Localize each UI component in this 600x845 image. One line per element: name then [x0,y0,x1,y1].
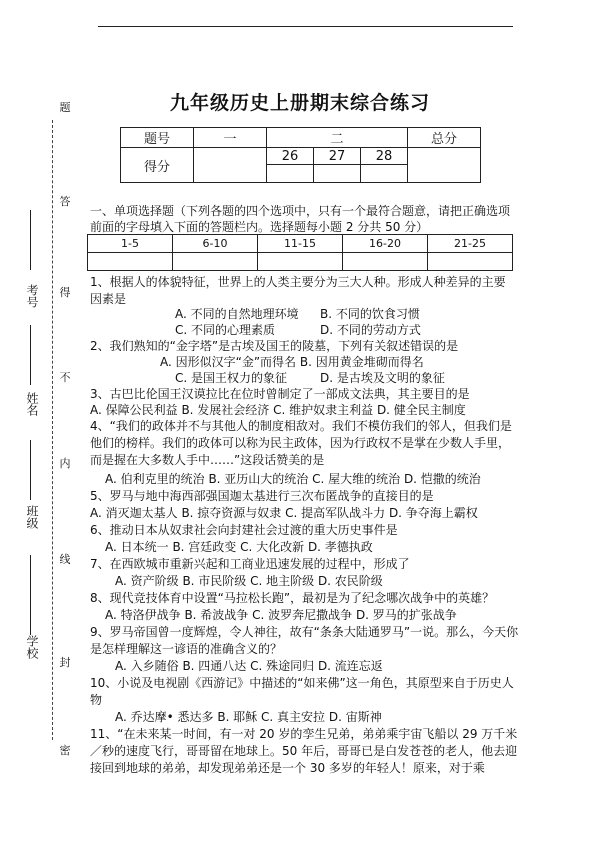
score-cell-26[interactable] [267,165,314,183]
class-label: 班级 [25,505,39,529]
q6-options: A. 日本统一 B. 宫廷政变 C. 大化改新 D. 孝德执政 [105,540,373,554]
q1-option-c: C. 不同的心理素质 [175,323,276,337]
score-cell-27[interactable] [314,165,361,183]
question-1: 1、根据人的体貌特征，世界上的人类主要分为三大人种。形成人种差异的主要 [90,275,506,289]
question-10: 10、小说及电视剧《西游记》中描述的“如来佛”这一角色，其原型来自于历史人物 [90,676,514,707]
score-header-total: 总分 [408,128,481,148]
question-6: 6、推动日本从奴隶社会向封建社会过渡的重大历史事件是 [90,523,398,537]
section-1-intro: 一、单项选择题（下列各题的四个选项中，只有一个最符合题意，请把正确选项前面的字母填入下面的答题栏内。选择题每小题 2 分共 50 分） [90,204,511,234]
q8-options: A. 特洛伊战争 B. 希波战争 C. 波罗奔尼撒战争 D. 罗马的扩张战争 [105,608,457,622]
margin-word-6: 线 [59,553,71,566]
question-2: 2、我们熟知的“金字塔”是古埃及国王的陵墓，下列有关叙述错误的是 [90,339,459,353]
q4-options: A. 伯利克里的统治 B. 亚历山大的统治 C. 屋大维的统治 D. 恺撒的统治 [105,472,481,486]
question-1-cont: 因素是 [90,292,127,306]
answer-cell-1[interactable] [88,253,173,271]
answer-range-4: 16-20 [343,235,428,253]
margin-word-5: 内 [59,457,71,470]
question-7: 7、在西欧城市重新兴起和工商业迅速发展的过程中，形成了 [90,557,410,571]
score-cell-total[interactable] [408,148,481,183]
q10-options: A. 乔达摩• 悉达多 B. 耶稣 C. 真主安拉 D. 宙斯神 [115,710,382,724]
question-3: 3、古巴比伦国王汉谟拉比在位时曾制定了一部成文法典，其主要目的是 [90,387,470,401]
q2-option-d: D. 是古埃及文明的象征 [320,371,445,385]
score-cell-one[interactable] [194,148,267,183]
q3-options: A. 保障公民利益 B. 发展社会经济 C. 维护奴隶主利益 D. 健全民主制度 [90,403,466,417]
score-cell-28[interactable] [361,165,408,183]
q2-option-c: C. 是国王权力的象征 [175,371,288,385]
name-line [30,325,32,385]
header-rule [98,26,513,27]
score-col-27: 27 [314,148,361,165]
margin-word-2: 答 [59,195,71,208]
q1-option-d: D. 不同的劳动方式 [320,323,421,337]
score-header-two: 二 [267,128,408,148]
score-row-label: 得分 [121,148,194,183]
score-header-number: 题号 [121,128,194,148]
question-8: 8、现代竞技体育中设置“马拉松长跑”，最初是为了纪念哪次战争中的英雄？ [90,591,495,605]
answer-cell-2[interactable] [173,253,258,271]
score-header-one: 一 [194,128,267,148]
question-5: 5、罗马与地中海西部强国迦太基进行三次布匿战争的直接目的是 [90,489,434,503]
page-title: 九年级历史上册期末综合练习 [169,92,430,114]
exam-number-label: 考号 [25,284,39,308]
answer-range-5: 21-25 [428,235,513,253]
q1-option-b: B. 不同的饮食习惯 [320,307,420,321]
question-9: 9、罗马帝国曾一度辉煌，令人神往，故有“条条大陆通罗马”一说。那么，今天你是怎样理解这一谚语的准确含义的？ [90,625,519,656]
margin-word-4: 不 [59,371,71,384]
score-col-26: 26 [267,148,314,165]
question-11: 11、“在未来某一时间，有一对 20 岁的孪生兄弟，弟弟乘宇宙飞船以 29 万千米／秒的速度飞行，哥哥留在地球上。50 年后，哥哥已是白发苍苍的老人，他去迎接回到地球的弟弟，却发现弟弟还是一个 30 多岁的年轻人！原来，对于乘 [90,727,518,775]
answer-cell-3[interactable] [258,253,343,271]
answer-cell-4[interactable] [343,253,428,271]
q7-options: A. 资产阶级 B. 市民阶级 C. 地主阶级 D. 农民阶级 [115,574,383,588]
q2-option-ab: A. 因形似汉字“金”而得名 B. 因用黄金堆砌而得名 [160,355,424,369]
school-line [30,555,32,635]
score-table [120,127,481,183]
answer-cell-5[interactable] [428,253,513,271]
answer-range-1: 1-5 [88,235,173,253]
q9-options: A. 入乡随俗 B. 四通八达 C. 殊途同归 D. 流连忘返 [115,659,383,673]
margin-word-1: 题 [59,101,71,114]
margin-word-7: 封 [59,656,71,669]
class-line [30,440,32,500]
score-col-28: 28 [361,148,408,165]
exam-number-line [30,210,32,270]
q5-options: A. 消灭迦太基人 B. 掠夺资源与奴隶 C. 提高军队战斗力 D. 争夺海上霸权 [90,506,478,520]
answer-table [87,234,513,271]
seal-line [52,120,54,740]
school-label: 学校 [25,635,39,659]
margin-word-3: 得 [59,286,71,299]
q1-option-a: A. 不同的自然地理环境 [175,307,299,321]
answer-range-2: 6-10 [173,235,258,253]
answer-range-3: 11-15 [258,235,343,253]
question-4: 4、“我们的政体并不与其他人的制度相敌对。我们不模仿我们的邻人，但我们是他们的榜样。我们的政体可以称为民主政体，因为行政权不是掌在少数人手里，而是握在大多数人手中……”这段话赞美的是 [90,419,512,467]
margin-word-8: 密 [59,744,71,757]
name-label: 姓名 [25,392,39,416]
